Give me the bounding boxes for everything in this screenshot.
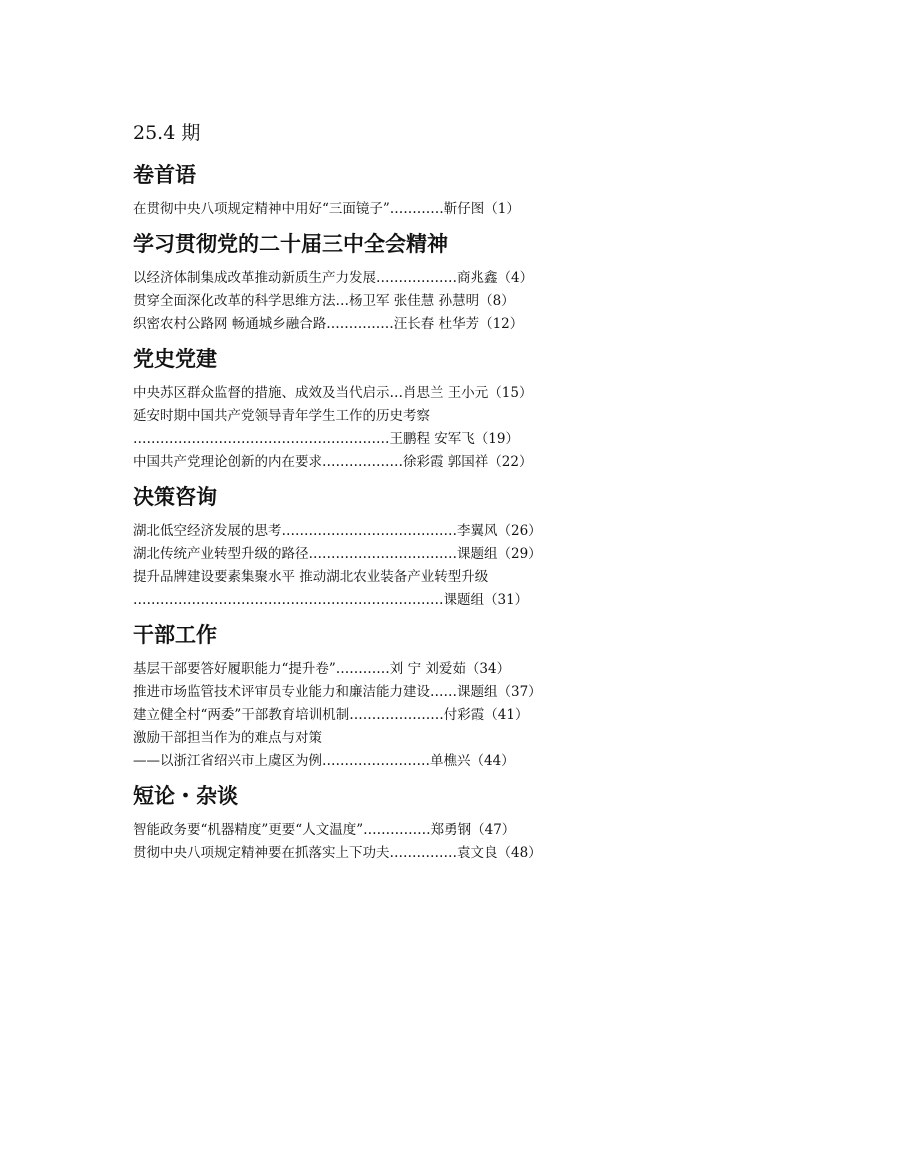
toc-entry: 基层干部要答好履职能力“提升卷”…………刘 宁 刘爱茹（34）	[133, 661, 511, 677]
section-title: 卷首语	[133, 163, 196, 187]
toc-entry: 延安时期中国共产党领导青年学生工作的历史考察	[133, 408, 430, 424]
toc-entry: 湖北低空经济发展的思考…………………………………李翼风（26）	[133, 523, 542, 539]
toc-entry: ——以浙江省绍兴市上虞区为例……………………单樵兴（44）	[133, 753, 515, 769]
toc-entry: 建立健全村“两委”干部教育培训机制…………………付彩霞（41）	[133, 707, 529, 723]
toc-entry: 以经济体制集成改革推动新质生产力发展………………商兆鑫（4）	[133, 270, 534, 286]
section-study-plenum	[133, 229, 653, 336]
toc-entry: 推进市场监管技术评审员专业能力和廉洁能力建设……课题组（37）	[133, 684, 542, 700]
section-title: 干部工作	[133, 623, 217, 647]
toc-entry: 中央苏区群众监督的措施、成效及当代启示…肖思兰 王小元（15）	[133, 385, 533, 401]
section-cadre-work	[133, 620, 653, 773]
toc-entry: 提升品牌建设要素集聚水平 推动湖北农业装备产业转型升级	[133, 569, 489, 585]
toc-entry: ……………………………………………………………课题组（31）	[133, 592, 529, 608]
section-juanshouyu	[133, 160, 653, 221]
toc-entry: 贯穿全面深化改革的科学思维方法…杨卫军 张佳慧 孙慧明（8）	[133, 293, 515, 309]
toc-entry: 湖北传统产业转型升级的路径……………………………课题组（29）	[133, 546, 542, 562]
section-policy-consulting	[133, 482, 653, 612]
section-short-essays	[133, 781, 653, 865]
toc-entry: …………………………………………………王鹏程 安军飞（19）	[133, 431, 519, 447]
toc-entry: 织密农村公路网 畅通城乡融合路……………汪长春 杜华芳（12）	[133, 316, 524, 332]
section-party-history	[133, 344, 653, 474]
toc-entry: 智能政务要“机器精度”更要“人文温度”……………郑勇钢（47）	[133, 822, 516, 838]
toc-entry: 贯彻中央八项规定精神要在抓落实上下功夫……………袁文良（48）	[133, 845, 542, 861]
section-title: 决策咨询	[133, 485, 217, 509]
section-title: 学习贯彻党的二十届三中全会精神	[133, 232, 448, 256]
issue-number: 25.4 期	[133, 122, 201, 144]
toc-entry: 中国共产党理论创新的内在要求………………徐彩霞 郭国祥（22）	[133, 454, 533, 470]
section-title: 短论・杂谈	[133, 784, 238, 808]
toc-entry: 在贯彻中央八项规定精神中用好“三面镜子”…………靳仔图（1）	[133, 201, 520, 217]
toc-entry: 激励干部担当作为的难点与对策	[133, 730, 322, 746]
section-title: 党史党建	[133, 347, 217, 371]
